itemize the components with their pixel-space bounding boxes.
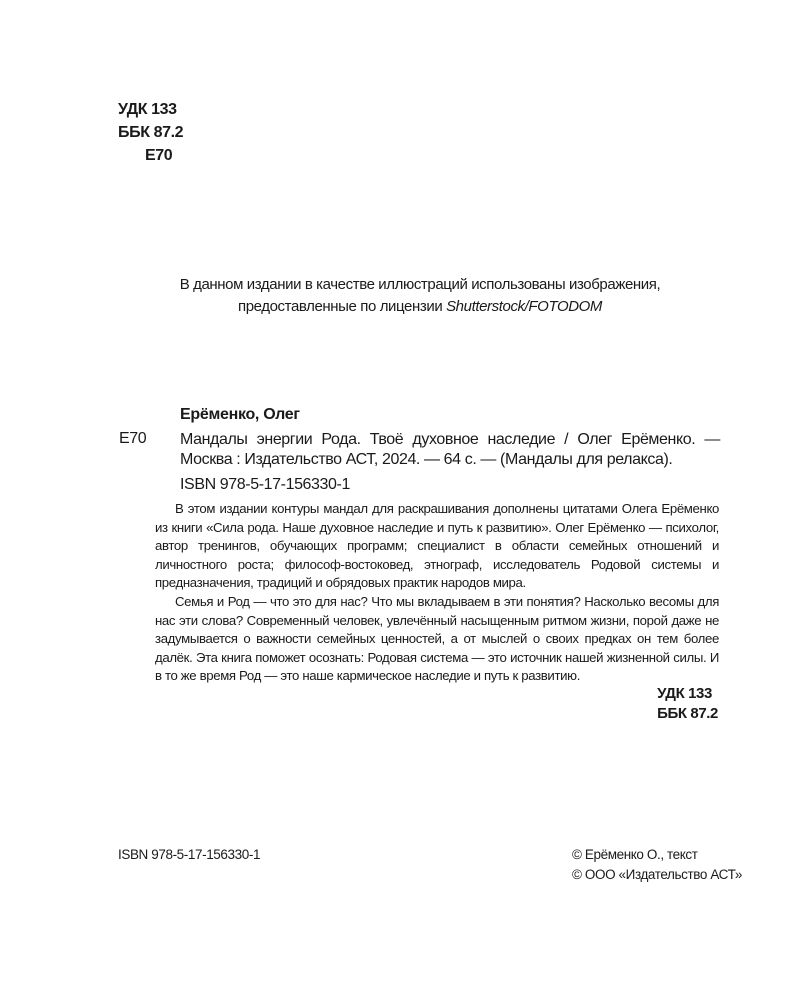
illustrations-note (80, 274, 760, 318)
isbn-main: ISBN 978-5-17-156330-1 (180, 476, 350, 493)
license-prefix: предоставленные по лицензии (237, 298, 447, 315)
illustrations-note-line1: В данном издании в качестве иллюстраций использованы изображения, (179, 276, 661, 293)
license-source: Shutterstock/FOTODOM (446, 298, 603, 315)
bbk-code: ББК 87.2 (118, 124, 184, 141)
right-udk-code: УДК 133 (657, 685, 712, 702)
copyright-author: © Ерёменко О., текст (572, 847, 698, 862)
author-mark: Е70 (145, 147, 173, 164)
annotation-paragraph-1: В этом издании контуры мандал для раскрашивания дополнены цитатами Олега Ерёменко из книги «Сила рода. Наше духовное наследие и путь к развитию». Олег Ерёменко — психолог, автор тренингов, обучающих программ; специалист в области семейных отношений и личностного роста; философ-востоковед, этнограф, исследователь Родовой системы и предназначения, традиций и обрядовых практик народов мира. (155, 501, 719, 591)
bibliographic-author-mark: Е70 (119, 430, 147, 447)
copyright-block (572, 845, 742, 885)
top-classification-codes (118, 98, 183, 167)
right-classification-codes (657, 684, 718, 724)
annotation-paragraph-2: Семья и Род — что это для нас? Что мы вкладываем в эти понятия? Насколько весомы для нас эти слова? Современный человек, увлечённый насыщенным ритмом жизни, порой даже не задумывается о важности семейных ценностей, а от мыслей о своих предках он тем более далёк. Эта книга поможет осознать: Родовая система — это источник нашей жизненной силы. И в то же время Род — это наше кармическое наследие и путь к развитию. (155, 593, 719, 684)
illustrations-note-line2 (80, 296, 760, 318)
isbn-footer: ISBN 978-5-17-156330-1 (118, 847, 261, 862)
annotation (155, 500, 719, 686)
copyright-publisher: © ООО «Издательство АСТ» (572, 867, 742, 882)
udk-code: УДК 133 (118, 101, 177, 118)
author-heading: Ерёменко, Олег (180, 406, 300, 423)
bibliographic-description: Мандалы энергии Рода. Твоё духовное наследие / Олег Ерёменко. — Москва : Издательство АСТ, 2024. — 64 с. — (Мандалы для релакса). (180, 431, 720, 468)
right-bbk-code: ББК 87.2 (657, 705, 718, 722)
